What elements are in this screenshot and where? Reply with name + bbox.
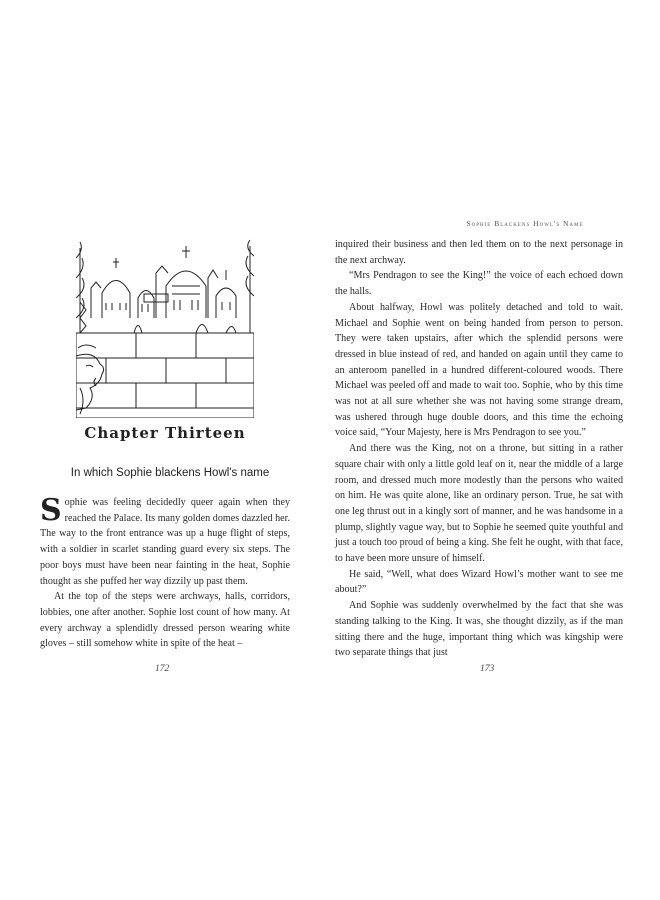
palace-illustration: [76, 238, 254, 418]
page-number: 172: [155, 664, 170, 674]
left-page-text: [40, 495, 290, 652]
right-page-text: [335, 237, 623, 661]
paragraph: And Sophie was suddenly overwhelmed by the fact that she was standing talking to the King. It was, she thought dizzily, as if the man sitting there and the huge, important thing which was kingship were two separate things that just: [335, 600, 623, 659]
chapter-title: Chapter Thirteen: [84, 424, 246, 442]
right-page: [330, 0, 660, 900]
paragraph-text: ophie was feeling decidedly queer again when they reached the Palace. Its many golden domes dazzled her. The way to the front entrance was up a huge flight of steps, with a soldier in scarlet standing guard every six steps. The poor boys must have been near fainting in the heat, Sophie thought as she puffed her way dizzily up past them.: [40, 497, 290, 587]
paragraph: “Mrs Pendragon to see the King!” the voice of each echoed down the halls.: [335, 270, 623, 298]
paragraph: At the top of the steps were archways, halls, corridors, lobbies, one after another. Sophie lost count of how many. At every archway a splendidly dressed person wearing white gloves – still somehow white in spite of the heat –: [40, 591, 290, 650]
paragraph: And there was the King, not on a throne, but sitting in a rather square chair with only a little gold leaf on it, near the middle of a large room, and dressed much more modestly than the persons who waited on him. He was quite alone, like an ordinary person. True, he sat with one leg thrust out in a kingly sort of manner, and he was handsome in a plump, slightly vague way, but to Sophie he seemed quite youthful and just a touch too proud of being a king. She felt he ought, with that face, to have been more unsure of himself.: [335, 443, 623, 565]
chapter-subtitle: In which Sophie blackens Howl's name: [70, 467, 270, 479]
paragraph: About halfway, Howl was politely detached and told to wait. Michael and Sophie went on being handed from person to person. They were taken upstairs, after which the splendid persons were dressed in blue instead of red, and handed on again until they came to an anteroom panelled in a hundred different-coloured woods. There Michael was peeled off and made to wait too. Sophie, who by this time was not at all sure whether she was not having some strange dream, was ushered through huge double doors, and this time the echoing voice said, “Your Majesty, here is Mrs Pendragon to see you.”: [335, 301, 623, 439]
page-number: 173: [480, 664, 495, 674]
paragraph: He said, “Well, what does Wizard Howl’s mother want to see me about?”: [335, 568, 623, 596]
drop-cap: S: [40, 493, 62, 528]
running-head: Sophie Blackens Howl's Name: [466, 219, 584, 228]
paragraph: [40, 495, 290, 589]
paragraph: inquired their business and then led them on to the next personage in the next archway.: [335, 239, 623, 266]
